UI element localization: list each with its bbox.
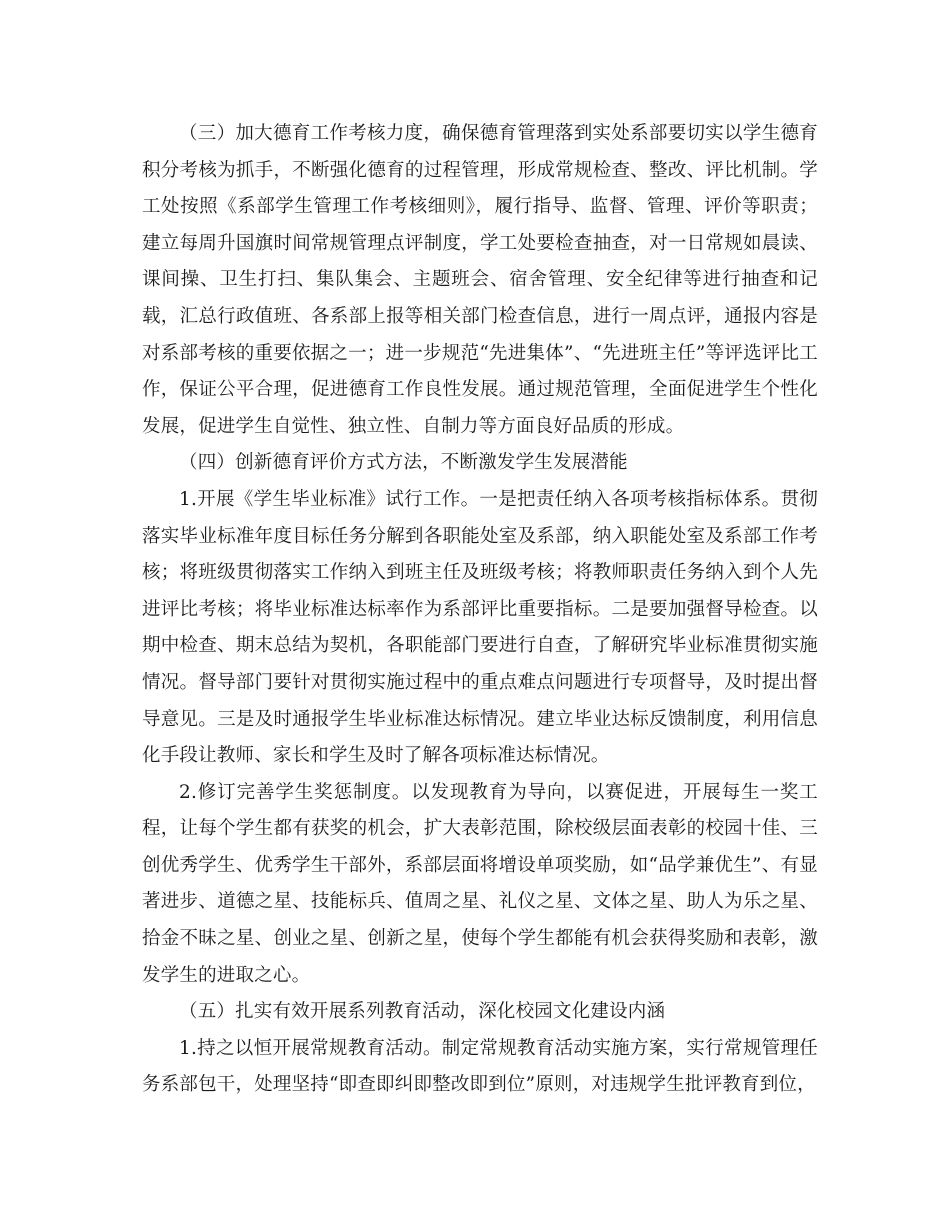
heading-section-4: （四）创新德育评价方式方法，不断激发学生发展潜能 [179,452,628,474]
paragraph-section-3: （三）加大德育工作考核力度，确保德育管理落到实处系部要切实以学生德育积分考核为抓手，不断强化德育的过程管理，形成常规检查、整改、评比机制。学工处按照《系部学生管理工作考核细则》，履行指导、监督、管理、评价等职责；建立每周升国旗时间常规管理点评制度，学工处要检查抽查，对一日常规如晨读、课间操、卫生打扫、集队集会、主题班会、宿舍管理、安全纪律等进行抽查和记载，汇总行政值班、各系部上报等相关部门检查信息，进行一周点评，通报内容是对系部考核的重要依据之一；进一步规范“先进集体”、“先进班主任”等评选评比工作，保证公平合理，促进德育工作良性发展。通过规范管理，全面促进学生个性化发展，促进学生自觉性、独立性、自制力等方面良好品质的形成。 [142,123,818,437]
heading-section-5: （五）扎实有效开展系列教育活动，深化校园文化建设内涵 [179,1001,666,1023]
paragraph-item-4-1: 1.开展《学生毕业标准》试行工作。一是把责任纳入各项考核指标体系。贯彻落实毕业标准年度目标任务分解到各职能处室及系部，纳入职能处室及系部工作考核；将班级贯彻落实工作纳入到班主任及班级考核；将教师职责任务纳入到个人先进评比考核；将毕业标准达标率作为系部评比重要指标。二是要加强督导检查。以期中检查、期末总结为契机，各职能部门要进行自查，了解研究毕业标准贯彻实施情况。督导部门要针对贯彻实施过程中的重点难点问题进行专项督导，及时提出督导意见。三是及时通报学生毕业标准达标情况。建立毕业达标反馈制度，利用信息化手段让教师、家长和学生及时了解各项标准达标情况。 [142,488,818,767]
paragraph-item-5-1: 1.持之以恒开展常规教育活动。制定常规教育活动实施方案，实行常规管理任务系部包干，处理坚持“即查即纠即整改即到位”原则，对违规学生批评教育到位， [142,1037,818,1096]
document-body [142,116,818,1104]
paragraph-item-4-2: 2.修订完善学生奖惩制度。以发现教育为导向，以赛促进，开展每生一奖工程，让每个学生都有获奖的机会，扩大表彰范围，除校级层面表彰的校园十佳、三创优秀学生、优秀学生干部外，系部层面将增设单项奖励，如“品学兼优生”、有显著进步、道德之星、技能标兵、值周之星、礼仪之星、文体之星、助人为乐之星、拾金不昧之星、创业之星、创新之星，使每个学生都能有机会获得奖励和表彰，激发学生的进取之心。 [142,781,818,986]
